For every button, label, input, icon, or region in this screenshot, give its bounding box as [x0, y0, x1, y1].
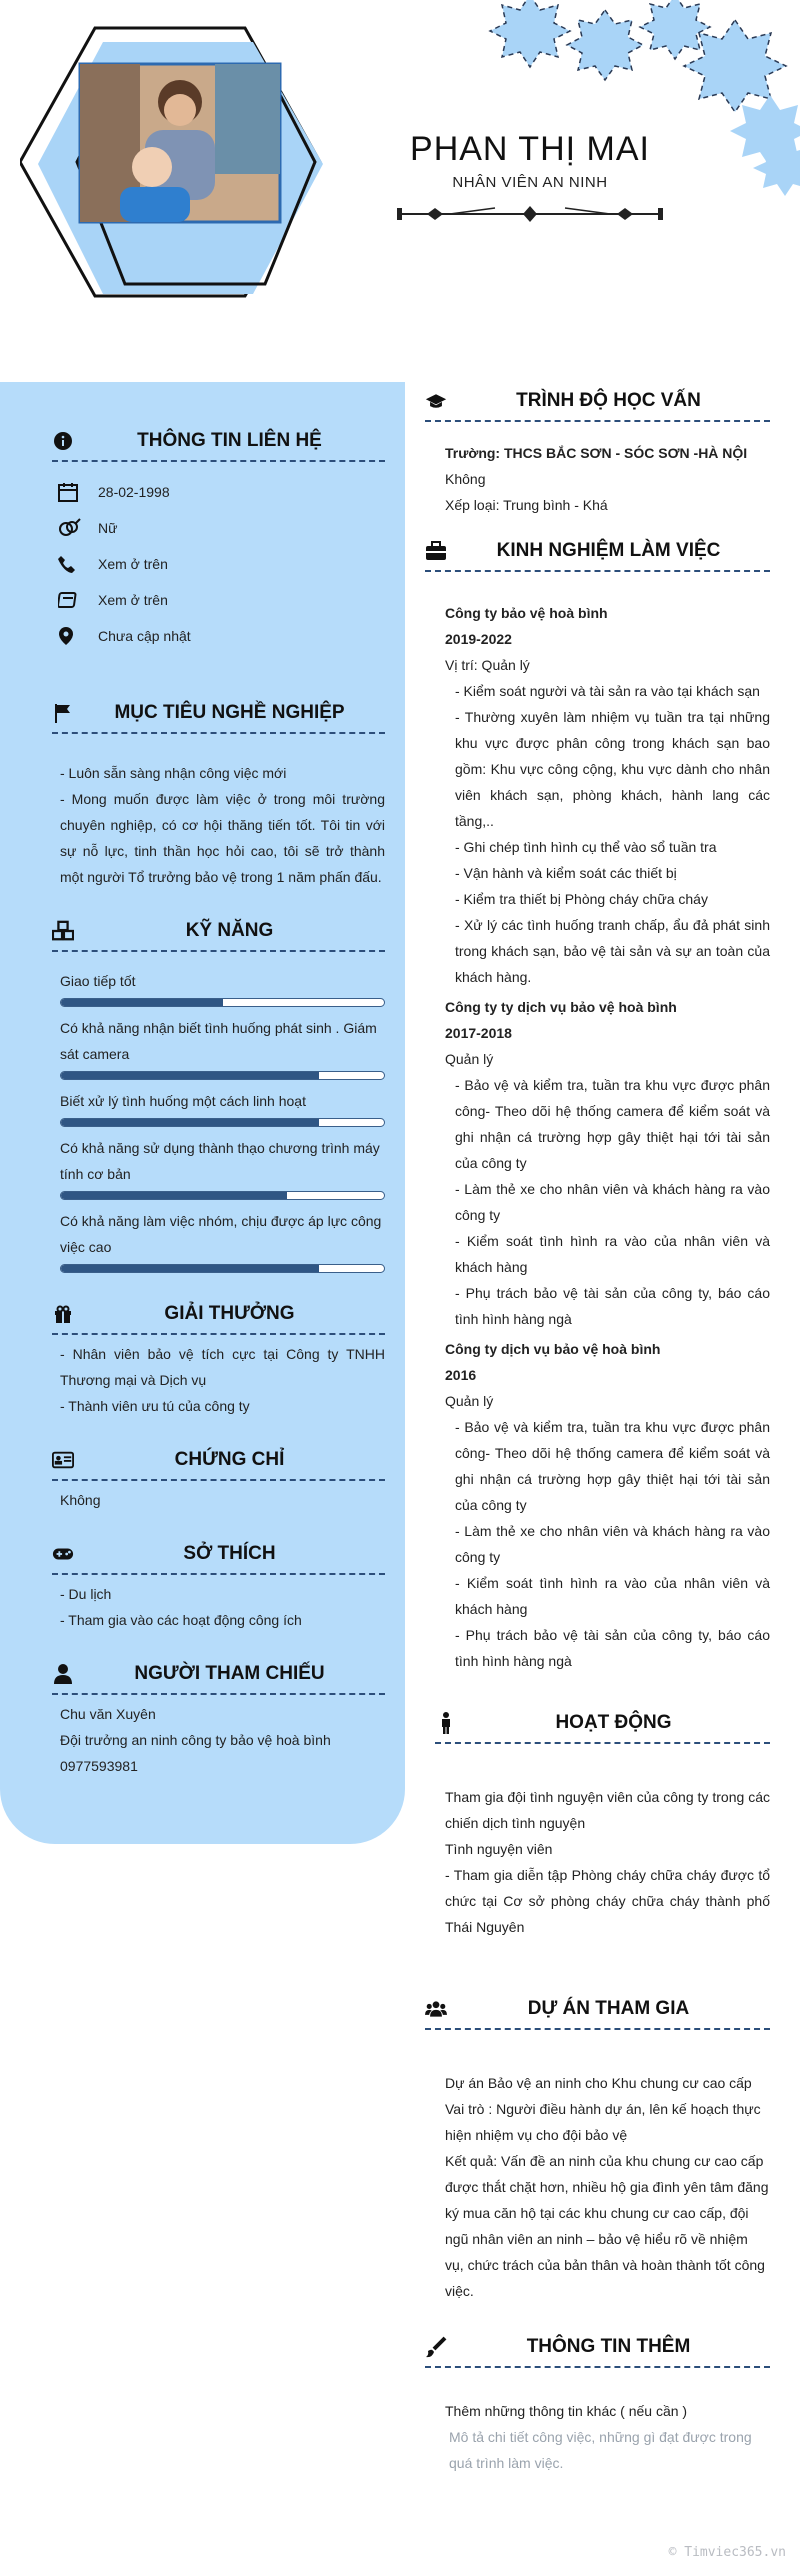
contact-row	[58, 618, 375, 654]
skill-item: Có khả năng nhận biết tình huống phát sinh . Giám sát camera	[60, 1015, 385, 1080]
skill-item: Biết xử lý tình huống một cách linh hoạt	[60, 1088, 385, 1127]
flower-decoration	[470, 0, 800, 200]
gender-icon	[58, 518, 98, 538]
cv-header	[0, 0, 800, 330]
job: Công ty bảo vệ hoà bình 2019-2022 Vị trí: Quản lý - Kiểm soát người và tài sản ra vào tại khách sạn - Thường xuyên làm nhiệm vụ tuần tra tại những khu vực được phân công trong khách sạn bao gồm: Khu vực công cộng, khu vực dành cho nhân viên khách sạn, phòng khách, hành lang các tầng,.. - Ghi chép tình hình cụ thể vào sổ tuần tra - Vận hành và kiểm soát các thiết bị - Kiểm tra thiết bị Phòng cháy chữa cháy - Xử lý các tình huống tranh chấp, ẩu đả phát sinh trong khách sạn, bảo vệ tài sản và sự an toàn của khách hàng.	[445, 605, 770, 985]
skill-bar	[60, 1118, 385, 1127]
divider-ornament	[395, 202, 665, 226]
contact-row	[58, 582, 375, 618]
certificates-section: CHỨNG CHỈ Không	[0, 1441, 405, 1513]
school: Trường: THCS BẮC SƠN - SÓC SƠN -HÀ NỘI	[445, 445, 748, 461]
address: Chưa cập nhật	[98, 628, 191, 644]
main-column	[425, 382, 770, 2476]
birth-date: 28-02-1998	[98, 484, 170, 500]
skill-item: Có khả năng làm việc nhóm, chịu được áp lực công việc cao	[60, 1208, 385, 1273]
location-icon	[58, 626, 98, 646]
skill-item: Giao tiếp tốt	[60, 968, 385, 1007]
contact-row	[58, 474, 375, 510]
candidate-role: NHÂN VIÊN AN NINH	[452, 174, 608, 191]
flag-icon	[52, 702, 74, 724]
cubes-icon	[52, 920, 74, 942]
sidebar	[0, 382, 405, 1844]
experience-section: KINH NGHIỆM LÀM VIỆC Công ty bảo vệ hoà bình 2019-2022 Vị trí: Quản lý - Kiểm soát người và tài sản ra vào tại khách sạn - Thường xuyên làm nhiệm vụ tuần tra tại những khu vực được phân công trong khách sạn bao gồm: Khu vực công cộng, khu vực dành cho nhân viên khách sạn, phòng khách, hành lang các tầng,.. - Ghi chép tình hình cụ thể vào sổ tuần tra - Vận hành và kiểm soát các thiết bị - Kiểm tra thiết bị Phòng cháy chữa cháy - Xử lý các tình huống tranh chấp, ẩu đả phát sinh trong khách sạn, bảo vệ tài sản và sự an toàn của khách hàng. Công ty ty dịch vụ bảo vệ hoà bình 2017-2018 Quản lý - Bảo vệ và kiểm tra, tuần tra khu vực được phân công- Theo dõi hệ thống camera để kiểm soát và ghi nhận cá trường hợp gây thiệt hại tới tài sản của công ty - Làm thẻ xe cho nhân viên và khách hàng ra vào công ty - Kiểm soát tình hình ra vào của nhân viên và khách hàng - Phụ trách bảo vệ tài sản của công ty, báo cáo tình hình hàng ngà Công ty dịch vụ bảo vệ hoà bình 2016 Quản lý - Bảo vệ và kiểm tra, tuần tra khu vực được phân công- Theo dõi hệ thống camera để kiểm soát và ghi nhận cá trường hợp gây thiệt hại tới tài sản của công ty - Làm thẻ xe cho nhân viên và khách hàng ra vào công ty - Kiểm soát tình hình ra vào của nhân viên và khách hàng - Phụ trách bảo vệ tài sản của công ty, báo cáo tình hình hàng ngà	[425, 532, 770, 1674]
user-icon	[52, 1663, 74, 1685]
gamepad-icon	[52, 1543, 74, 1565]
email: Xem ở trên	[98, 592, 168, 608]
phone: Xem ở trên	[98, 556, 168, 572]
hobbies-section: SỞ THÍCH - Du lịch - Tham gia vào các hoạt động công ích	[0, 1535, 405, 1633]
skill-item: Có khả năng sử dụng thành thạo chương trình máy tính cơ bản	[60, 1135, 385, 1200]
skill-bar	[60, 1071, 385, 1080]
education-section: TRÌNH ĐỘ HỌC VẤN Trường: THCS BẮC SƠN - SÓC SƠN -HÀ NỘI Không Xếp loại: Trung bình - Khá	[425, 382, 770, 518]
skill-bar	[60, 1191, 385, 1200]
calendar-icon	[58, 482, 98, 502]
objective-section: MỤC TIÊU NGHỀ NGHIỆP - Luôn sẵn sàng nhận công việc mới - Mong muốn được làm việc ở trong môi trường chuyên nghiệp, có cơ hội thăng tiến tốt. Tôi tin với sự nỗ lực, tinh thần học hỏi cao, tôi sẽ trở thành một người Tổ trưởng bảo vệ trong 1 năm phấn đấu.	[0, 694, 405, 890]
id-card-icon	[52, 1449, 74, 1471]
briefcase-icon	[425, 540, 447, 562]
job: Công ty ty dịch vụ bảo vệ hoà bình 2017-2018 Quản lý - Bảo vệ và kiểm tra, tuần tra khu vực được phân công- Theo dõi hệ thống camera để kiểm soát và ghi nhận cá trường hợp gây thiệt hại tới tài sản của công ty - Làm thẻ xe cho nhân viên và khách hàng ra vào công ty - Kiểm soát tình hình ra vào của nhân viên và khách hàng - Phụ trách bảo vệ tài sản của công ty, báo cáo tình hình hàng ngà	[445, 999, 770, 1327]
gender: Nữ	[98, 520, 118, 536]
job: Công ty dịch vụ bảo vệ hoà bình 2016 Quản lý - Bảo vệ và kiểm tra, tuần tra khu vực được phân công- Theo dõi hệ thống camera để kiểm soát và ghi nhận cá trường hợp gây thiệt hại tới tài sản của công ty - Làm thẻ xe cho nhân viên và khách hàng ra vào công ty - Kiểm soát tình hình ra vào của nhân viên và khách hàng - Phụ trách bảo vệ tài sản của công ty, báo cáo tình hình hàng ngà	[445, 1341, 770, 1669]
activities-section: HOẠT ĐỘNG Tham gia đội tình nguyện viên của công ty trong các chiến dịch tình nguyện Tình nguyện viên - Tham gia diễn tập Phòng cháy chữa cháy được tổ chức tại Cơ sở phòng cháy chữa cháy thành phố Thái Nguyên	[425, 1704, 770, 1940]
skill-bar	[60, 998, 385, 1007]
contact-section	[0, 422, 405, 654]
candidate-name: PHAN THỊ MAI	[410, 130, 650, 168]
phone-icon	[58, 555, 98, 573]
graduation-cap-icon	[425, 390, 447, 412]
skills-section: KỸ NĂNG Giao tiếp tốt Có khả năng nhận biết tình huống phát sinh . Giám sát camera Biết xử lý tình huống một cách linh hoạt Có khả năng sử dụng thành thạo chương trình máy tính cơ bản Có khả năng làm việc nhóm, chịu được áp lực công việc cao	[0, 912, 405, 1273]
reference-section: NGƯỜI THAM CHIẾU Chu văn Xuyên Đội trưởng an ninh công ty bảo vệ hoà bình 0977593981	[0, 1655, 405, 1779]
extra-info-section: THÔNG TIN THÊM Thêm những thông tin khác ( nếu cần ) Mô tả chi tiết công việc, những gì đạt được trong quá trình làm việc.	[425, 2328, 770, 2476]
contact-row	[58, 546, 375, 582]
paint-brush-icon	[425, 2336, 447, 2358]
info-icon	[52, 430, 74, 452]
footer-watermark: © Timviec365.vn	[668, 2545, 786, 2560]
person-icon	[435, 1712, 457, 1734]
gift-icon	[52, 1303, 74, 1325]
users-icon	[425, 1998, 447, 2020]
skill-bar	[60, 1264, 385, 1273]
contact-row	[58, 510, 375, 546]
section-heading: THÔNG TIN LIÊN HỆ	[52, 422, 385, 462]
email-icon	[58, 591, 98, 609]
profile-photo	[20, 22, 330, 307]
projects-section: DỰ ÁN THAM GIA Dự án Bảo vệ an ninh cho Khu chung cư cao cấp Vai trò : Người điều hành dự án, lên kế hoạch thực hiện nhiệm vụ cho đội bảo vệ Kết quả: Vấn đề an ninh của khu chung cư cao cấp được thắt chặt hơn, nhiều hộ gia đình yên tâm đăng ký mua căn hộ tại các khu chung cư cao cấp, đội ngũ nhân viên an ninh – bảo vệ hiểu rõ về nhiệm vụ, chức trách của bản thân và hoàn thành tốt công việc.	[425, 1990, 770, 2304]
awards-section: GIẢI THƯỞNG - Nhân viên bảo vệ tích cực tại Công ty TNHH Thương mại và Dịch vụ - Thành viên ưu tú của công ty	[0, 1295, 405, 1419]
